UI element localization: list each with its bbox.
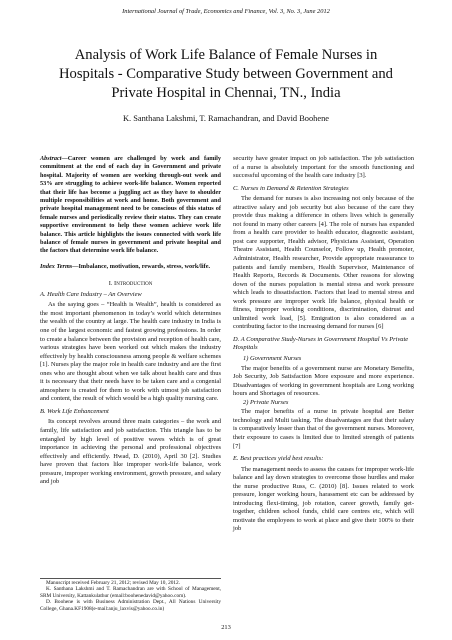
page-number: 213 [221,624,231,631]
paragraph-government-nurses: The major benefits of a government nurse are Monetary Benefits, Job Security, Job Satisfaction More exposure and more experience. Disadvantages of working in government hospitals are Long working hours and Shortages of resources. [233,364,414,398]
section-heading-introduction: I. Introduction [108,280,153,288]
subsection-heading-e: E. Best practices yield best results: [233,455,324,463]
subsubsection-private: 2) Private Nurses [243,398,289,406]
paragraph-best-practices: The management needs to assess the causes for improper work-life balance and lay down strategies to overcome those hurdles and make the nurse productive Russ, C. (2010) [8]. Issues related to work pressure, longer working hours, harassment etc can be addressed by introducing flexi-timing, job rotation, career growth, family get-together, children school funds, child care centres etc, which will motivate the employees to work at place and give their 100% to their job [233,465,414,533]
subsection-heading-a: A. Health Care Industry – An Overview [40,290,142,298]
footnote-received: Manuscript received February 21, 2012; revised May 10, 2012. [46,580,181,586]
paragraph-work-life: Its concept revolves around three main categories – the work and family, life satisfaction and job satisfaction. This triangle has to be entangled by high level of positive waves which is of great importance in achieving the personal and professional objectives effectively and efficiently. Hwad, D. (2010), April 30 [2]. Studies have proven that factors like improper work-life balance, work pressure, improper working environment, growth pressure, and salary and job [40,418,221,486]
subsection-heading-b: B. Work Life Enhancement [40,407,109,415]
footnote-boohene: D. Boohene is with Business Administration Dept., All Nations University College, Ghana.KF1908(e-mail:anju_laxvis@yahoo.co.in) [40,599,221,612]
paper-title: Analysis of Work Life Balance of Female Nurses in Hospitals - Comparative Study between Government and Private Hospital in Chennai, TN., India [59,47,393,101]
journal-header: International Journal of Trade, Economics and Finance, Vol. 3, No. 3, June 2012 [122,8,330,15]
subsection-heading-c: C. Nurses in Demand & Retention Strategies [233,184,349,192]
subsubsection-government: 1) Government Nurses [243,355,302,363]
abstract [40,155,221,256]
index-terms-label: Index Terms [40,262,73,270]
paragraph-private-nurses: The major benefits of a nurse in private hospital are Better technology and Multi tasking. The disadvantages are that their salary is comparatively lesser than that of the government nurses. Moreover, their exposure to cases is limited due to limited strength of patients [7] [233,408,414,450]
paragraph-health-care: As the saying goes – “Health is Wealth”, health is considered as the most important phenomenon in today’s world which determines the wealth of the country at large. The health care industry in India is one of the largest economic and fastest growing professions. In order to create a balance between the provision and reception of health care, various strategies have been worked out which makes the industry effectively by health consciousness among people & welfare schemes [1]. Nurses play the major role in health care industry and are the first ones who are thought about when we talk about health care and thus it is necessary that their needs have to be taken care and a congenial atmosphere is created for them to work with utmost job satisfaction and content, the result of which would be a high quality nursing care. [40,301,221,403]
index-terms-text: —Imbalance, motivation, rewards, stress, work/life. [72,262,211,270]
abstract-label: Abstract— [40,155,68,162]
footnote-authors: K. Santhana Lakshmi and T. Ramachandran are with School of Management, SRM University, Kattankulathur (email:boohenedavid@yahoo.com). [40,586,221,599]
paragraph-nurses-demand: The demand for nurses is also increasing not only because of the attractive salary and job security but also because of the care they provide thus making a difference in others lives which is generally not found in many other careers [4]. The role of nurses has expanded from a health care provider to health educator, diagnostic assistant, post care supporter, Health advisor, Physicians Assistant, Operation Theatre Assistant, Health Counselor, Follow up, Health promoter, Administrator, Health researcher, Provide appropriate reassurance to patients and family members, Health Supervisor, Maintenance of Health Reports, Records & Documents. Other reasons for slowing down of the nurses population is mental stress and work pressure which leads to dissatisfaction. Factors that lead to mental stress and work pressure are improper work life balance, physical health or fitness, improper working conditions, discrimination, distrust and unlimited work load, [5]. Emigration is also considered as a contributing factor to the increasing demand for nurses [6] [233,195,414,331]
paper-authors: K. Santhana Lakshmi, T. Ramachandran, and David Boohene [123,114,329,123]
paragraph-job-security: security have greater impact on job satisfaction. The job satisfaction of a nurse is absolutely important for the smooth functioning and successful upcoming of the health care industry [3]. [233,155,414,180]
footnote [40,578,221,612]
subsection-heading-d: D. A Comparative Study-Nurses in Government Hospital Vs Private Hospitals [233,335,409,352]
index-terms [40,263,221,271]
left-column [40,155,221,487]
abstract-text: Career women are challenged by work and family commitment at the end of each day in Government and private hospital. Majority of women are working through-out week and 53% are struggling to achieve work-life balance. Women reported that their life has become a juggling act as they have to shoulder multiple responsibilities at work and home. Both government and private hospital management need to be conscious of this status of female nurses and periodically review their status. They can create supportive environment to help these women achieve work life balance. This article highlights the issues connected with work life balance of female nurses in government and private hospital and the factors that determine work life balance. [40,155,221,255]
right-column [233,155,414,534]
